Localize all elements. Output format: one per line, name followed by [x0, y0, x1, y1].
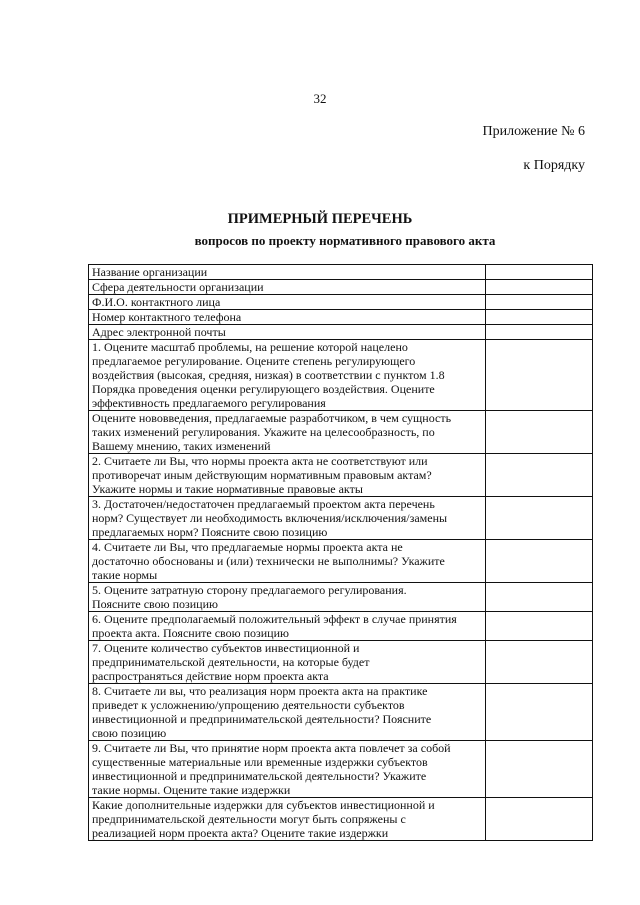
table-row	[89, 325, 593, 340]
document-subtitle: вопросов по проекту нормативного правового акта	[194, 233, 496, 248]
question-cell: 1. Оцените масштаб проблемы, на решение которой нацелено предлагаемое регулирование. Оцените степень регулирующего воздействия (высокая, средняя, низкая) в соответствии с пунктом 1.8 Порядка проведения оценки регулирующего воздействия. Оцените эффективность предлагаемого регулирования	[89, 340, 486, 411]
table-row	[89, 684, 593, 741]
question-cell: Какие дополнительные издержки для субъектов инвестиционной и предпринимательской деятельности могут быть сопряжены с реализацией норм проекта акта? Оцените такие издержки	[89, 798, 486, 841]
answer-cell[interactable]	[486, 454, 593, 497]
answer-cell[interactable]	[486, 641, 593, 684]
answer-cell[interactable]	[486, 265, 593, 280]
appendix-label: Приложение № 6	[482, 124, 585, 139]
page-number: 32	[313, 91, 327, 106]
answer-cell[interactable]	[486, 583, 593, 612]
table-row	[89, 540, 593, 583]
table-row	[89, 612, 593, 641]
table-row	[89, 340, 593, 411]
table-row	[89, 411, 593, 454]
table-row	[89, 454, 593, 497]
answer-cell[interactable]	[486, 741, 593, 798]
answer-cell[interactable]	[486, 798, 593, 841]
answer-cell[interactable]	[486, 310, 593, 325]
table-row	[89, 497, 593, 540]
question-cell: 6. Оцените предполагаемый положительный эффект в случае принятия проекта акта. Поясните свою позицию	[89, 612, 486, 641]
table-row	[89, 741, 593, 798]
question-cell: 9. Считаете ли Вы, что принятие норм проекта акта повлечет за собой существенные материальные или временные издержки субъектов инвестиционной и предпринимательской деятельности? Укажите такие нормы. Оцените такие издержки	[89, 741, 486, 798]
question-cell: 7. Оцените количество субъектов инвестиционной и предпринимательской деятельности, на которые будет распространяться действие норм проекта акта	[89, 641, 486, 684]
table-row	[89, 641, 593, 684]
answer-cell[interactable]	[486, 280, 593, 295]
answer-cell[interactable]	[486, 684, 593, 741]
table-row	[89, 295, 593, 310]
answer-cell[interactable]	[486, 411, 593, 454]
question-cell: 3. Достаточен/недостаточен предлагаемый проектом акта перечень норм? Существует ли необходимость включения/исключения/замены предлагаемых норм? Поясните свою позицию	[89, 497, 486, 540]
answer-cell[interactable]	[486, 612, 593, 641]
answer-cell[interactable]	[486, 295, 593, 310]
question-cell: Сфера деятельности организации	[89, 280, 486, 295]
question-cell: Адрес электронной почты	[89, 325, 486, 340]
table-row	[89, 280, 593, 295]
answer-cell[interactable]	[486, 540, 593, 583]
table-row	[89, 310, 593, 325]
answer-cell[interactable]	[486, 325, 593, 340]
answer-cell[interactable]	[486, 340, 593, 411]
table-row	[89, 798, 593, 841]
question-cell: Название организации	[89, 265, 486, 280]
questions-table	[88, 264, 593, 841]
question-cell: 5. Оцените затратную сторону предлагаемого регулирования. Поясните свою позицию	[89, 583, 486, 612]
order-reference: к Порядку	[523, 158, 585, 173]
question-cell: Номер контактного телефона	[89, 310, 486, 325]
answer-cell[interactable]	[486, 497, 593, 540]
question-cell: 2. Считаете ли Вы, что нормы проекта акта не соответствуют или противоречат иным действующим нормативным правовым актам? Укажите нормы и такие нормативные правовые акты	[89, 454, 486, 497]
table-row	[89, 583, 593, 612]
document-title: ПРИМЕРНЫЙ ПЕРЕЧЕНЬ	[227, 211, 413, 227]
question-cell: Ф.И.О. контактного лица	[89, 295, 486, 310]
question-cell: Оцените нововведения, предлагаемые разработчиком, в чем сущность таких изменений регулирования. Укажите на целесообразность, по Вашему мнению, таких изменений	[89, 411, 486, 454]
question-cell: 4. Считаете ли Вы, что предлагаемые нормы проекта акта не достаточно обоснованы и (или) технически не выполнимы? Укажите такие нормы	[89, 540, 486, 583]
question-cell: 8. Считаете ли вы, что реализация норм проекта акта на практике приведет к усложнению/упрощению деятельности субъектов инвестиционной и предпринимательской деятельности? Поясните свою позицию	[89, 684, 486, 741]
table-row	[89, 265, 593, 280]
